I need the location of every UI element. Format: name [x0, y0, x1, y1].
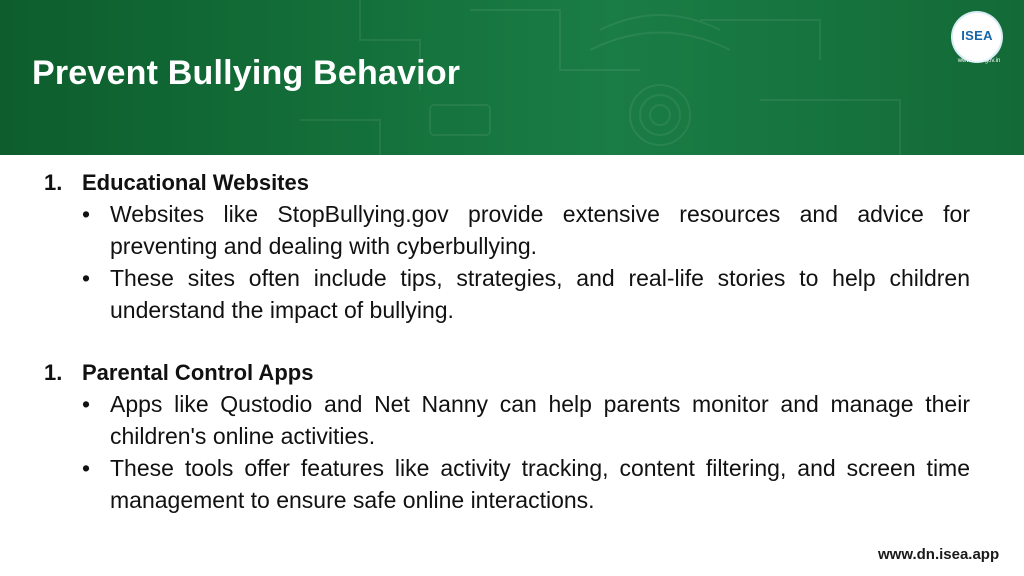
section-title: Educational Websites [82, 170, 309, 195]
section-number: 1. [44, 170, 63, 195]
list-item [44, 452, 970, 516]
list-item [44, 198, 970, 262]
logo-text: ISEA [961, 28, 993, 43]
bullet-text: Websites like StopBullying.gov provide extensive resources and advice for preventing and dealing with cyberbullying. [110, 201, 970, 259]
bullet-text: These sites often include tips, strategies, and real-life stories to help children understand the impact of bullying. [110, 265, 970, 323]
bullet-text: These tools offer features like activity tracking, content filtering, and screen time management to ensure safe online interactions. [110, 455, 970, 513]
section-parental-control-apps [44, 358, 970, 516]
bullet-icon: • [82, 201, 91, 227]
list-item [44, 388, 970, 452]
slide-content [44, 168, 970, 516]
isea-logo [953, 13, 1001, 61]
header-banner [0, 0, 1024, 155]
section-number: 1. [44, 360, 63, 385]
bullet-icon: • [82, 455, 91, 481]
bullet-list [44, 198, 970, 326]
bullet-list [44, 388, 970, 516]
page-title: Prevent Bullying Behavior [32, 54, 461, 92]
list-item [44, 262, 970, 326]
bullet-icon: • [82, 391, 91, 417]
bullet-text: Apps like Qustodio and Net Nanny can help parents monitor and manage their children's online activities. [110, 391, 970, 449]
section-educational-websites [44, 168, 970, 326]
footer-url: www.dn.isea.app [878, 546, 1000, 563]
bullet-icon: • [82, 265, 91, 291]
section-heading [44, 168, 970, 198]
section-heading [44, 358, 970, 388]
section-title: Parental Control Apps [82, 360, 314, 385]
logo-url: www.isea.gov.in [957, 58, 1001, 64]
